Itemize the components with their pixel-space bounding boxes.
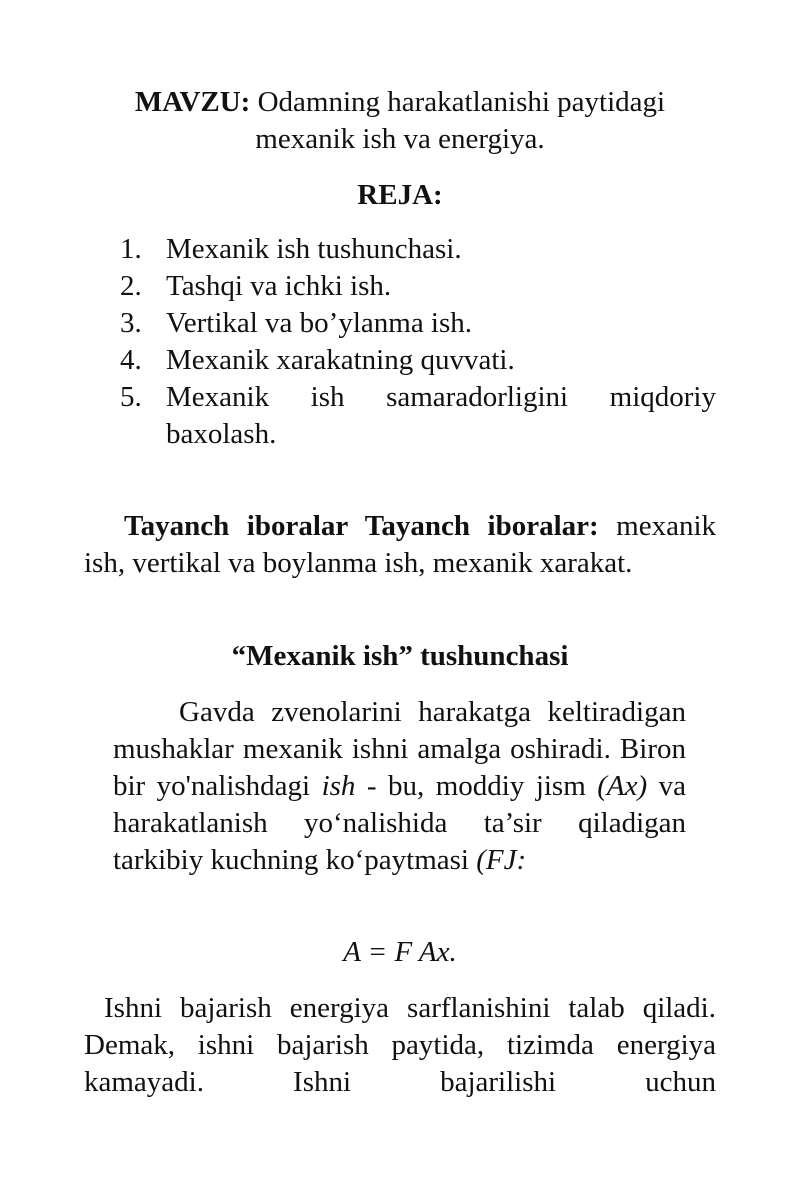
plan-item (120, 305, 716, 342)
plan-item-number: 2. (120, 270, 142, 302)
plan-item-text: Mexanik ish tushunchasi. (166, 233, 462, 265)
plan-item-number: 3. (120, 307, 142, 339)
work-formula: A = F Ax. (343, 936, 457, 968)
plan-item (120, 231, 716, 268)
keywords-label: Tayanch iboralar Tayanch iboralar: (124, 510, 599, 542)
plan-item-text: Mexanik xarakatning quvvati. (166, 344, 515, 376)
plan-item (120, 379, 716, 453)
para-term-ax: (Ax) (597, 770, 648, 802)
definition-paragraph (113, 694, 686, 879)
plan-list (120, 231, 716, 453)
plan-item-text: Tashqi va ichki ish. (166, 270, 392, 302)
para-term-fj: (FJ: (476, 844, 527, 876)
para-term-ish: ish (321, 770, 356, 802)
energy-paragraph (84, 990, 716, 1101)
keywords-paragraph (84, 508, 716, 582)
plan-item-text: Vertikal va bo’ylanma ish. (166, 307, 473, 339)
section-heading: “Mexanik ish” tushunchasi (231, 640, 569, 672)
topic-title (80, 84, 720, 158)
plan-item-number: 1. (120, 233, 142, 265)
plan-heading: REJA: (357, 179, 443, 211)
plan-item (120, 342, 716, 379)
plan-item-text: Mexanik ish samaradorligini miqdoriy baxolash. (166, 381, 716, 450)
energy-text: Ishni bajarish energiya sarflanishini talab qiladi. Demak, ishni bajarish paytida, tizimda energiya kamayadi. Ishni bajarilishi uchun (84, 992, 716, 1098)
para-text-2: - bu, moddiy jism (366, 770, 586, 802)
para-text-3: va harakatlanish yo‘nalishida ta’sir qiladigan tarkibiy kuchning ko‘paytmasi (113, 770, 686, 876)
topic-line-1: Odamning harakatlanishi paytidagi (257, 86, 666, 118)
topic-label: MAVZU: (134, 86, 251, 118)
plan-item-number: 5. (120, 381, 142, 413)
keywords-text: mexanik ish, vertikal va boylanma ish, mexanik xarakat. (84, 510, 716, 579)
para-text-1: Gavda zvenolarini harakatga keltiradigan mushaklar mexanik ishni amalga oshiradi. Biron bir yo'nalishdagi (113, 696, 686, 802)
topic-line-2: mexanik ish va energiya. (255, 123, 545, 155)
plan-item (120, 268, 716, 305)
plan-item-number: 4. (120, 344, 142, 376)
